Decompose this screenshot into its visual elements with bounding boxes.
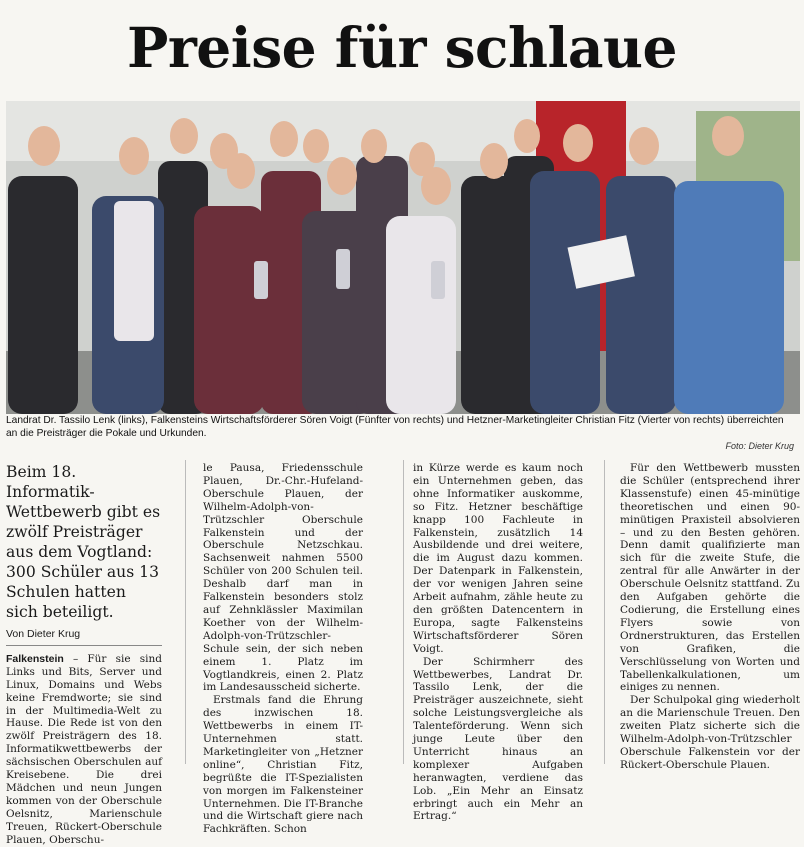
article-paragraph: Erstmals fand die Ehrung des inzwischen 18. Wettbewerbs in einem IT-Unternehmen statt. Marketingleiter von „Hetzner online“, Christian Fitz, begrüßte die IT-Spezialisten von morgen im Falkensteiner Unternehmen. Die IT-Branche und die Wirtschaft giere nach Fachkräften. Schon xyxy=(203,694,363,836)
photo-caption: Landrat Dr. Tassilo Lenk (links), Falkensteins Wirtschaftsförderer Sören Voigt (Fünfter von rechts) und Hetzner-Marketingleiter Christian Fitz (Vierter von rechts) überreichten an die Preisträger die Pokale und Urkunden. xyxy=(6,415,784,439)
article-paragraph: Der Schulpokal ging wiederholt an die Marienschule Treuen. Den zweiten Platz sicherte sich die Wilhelm-Adolph-von-Trützschler Oberschule Falkenstein vor der Rückert-Oberschule Plauen. xyxy=(620,694,800,771)
article-column-2 xyxy=(203,462,363,836)
article-text: – Für sie sind Links und Bits, Server und Linux, Domains und Webs keine Fremdworte; sie sind in der Multimedia-Welt zu Hause. Die Rede ist von den zwölf Preisträgern des 18. Informatikwettbewerbs der sächsischen Oberschulen auf Kreisebene. Die drei Mädchen und neun Jungen kommen von der Oberschule Oelsnitz, Marienschule Treuen, Rückert-Oberschule Plauen, Oberschu- xyxy=(6,652,162,846)
column-rule xyxy=(604,460,605,764)
article-paragraph: Der Schirmherr des Wettbewerbes, Landrat Dr. Tassilo Lenk, der die Preisträger auszeichnete, sieht solche Leistungsvergleiche als Talenteförderung. Wenn sich junge Leute über den Unterricht hinaus an komplexer Aufgaben heranwagten, verdiene das Lob. „Ein Mehr an Einsatz erbringt auch ein Mehr an Ertrag.“ xyxy=(413,655,583,823)
column-rule xyxy=(403,460,404,764)
group-photo-illustration xyxy=(6,101,800,414)
article-paragraph: le Pausa, Friedensschule Plauen, Dr.-Chr.-Hufeland-Oberschule Plauen, der Wilhelm-Adolph-von-Trützschler Oberschule Falkenstein und der Oberschule Netzschkau. Sachsenweit nahmen 5500 Schüler von 200 Schulen teil. Deshalb darf man in Falkenstein besonders stolz auf Zehnklässler Maximilan Koether von der Wilhelm-Adolph-von-Trützschler-Schule sein, der sich neben einem 1. Platz im Vogtlandkreis, einen 2. Platz im Landesausscheid sicherte. xyxy=(203,462,363,694)
dateline: Falkenstein xyxy=(6,652,64,665)
article-paragraph: Für den Wettbewerb mussten die Schüler (entsprechend ihrer Klassenstufe) einen 45-minütige theoretischen und einen 90-minütigen Praxisteil absolvieren – und zu den Besten gehören. Denn damit qualifizierte man sich für die zweite Stufe, die zentral für alle Anwärter in der Oberschule Oelsnitz stattfand. Zu den Aufgaben gehörte die Codierung, die Erstellung eines Flyers sowie von Ordnerstrukturen, das Erstellen von Grafiken, die Verschlüsselung von Worten und Tabellenkalkulationen, um einiges zu nennen. xyxy=(620,462,800,694)
headline: Preise für schlaue xyxy=(126,15,678,80)
article-column-3 xyxy=(413,462,583,823)
article-paragraph: in Kürze werde es kaum noch ein Unternehmen geben, das ohne Informatiker auskomme, so Fitz. Hetzner beschäftige knapp 100 Fachleute in Falkenstein, zusätzlich 14 Ausbildende und drei weitere, die im August dazu kommen. Der Datenpark in Falkenstein, der vor wenigen Jahren seine Arbeit aufnahm, zähle heute zu den größten Datencentern in Europa, sagte Falkensteins Wirtschaftsförderer Sören Voigt. xyxy=(413,462,583,655)
group-photo xyxy=(6,101,800,414)
photo-credit: Foto: Dieter Krug xyxy=(725,441,794,451)
column-rule xyxy=(185,460,186,764)
byline: Von Dieter Krug xyxy=(6,628,162,646)
article-lead: Beim 18. Informatik-Wettbewerb gibt es zwölf Preisträger aus dem Vogtland: 300 Schüler aus 13 Schulen hatten sich beteiligt. xyxy=(6,463,161,621)
article-column-4 xyxy=(620,462,800,772)
article-paragraph xyxy=(6,653,162,847)
article-column-1 xyxy=(6,462,162,847)
